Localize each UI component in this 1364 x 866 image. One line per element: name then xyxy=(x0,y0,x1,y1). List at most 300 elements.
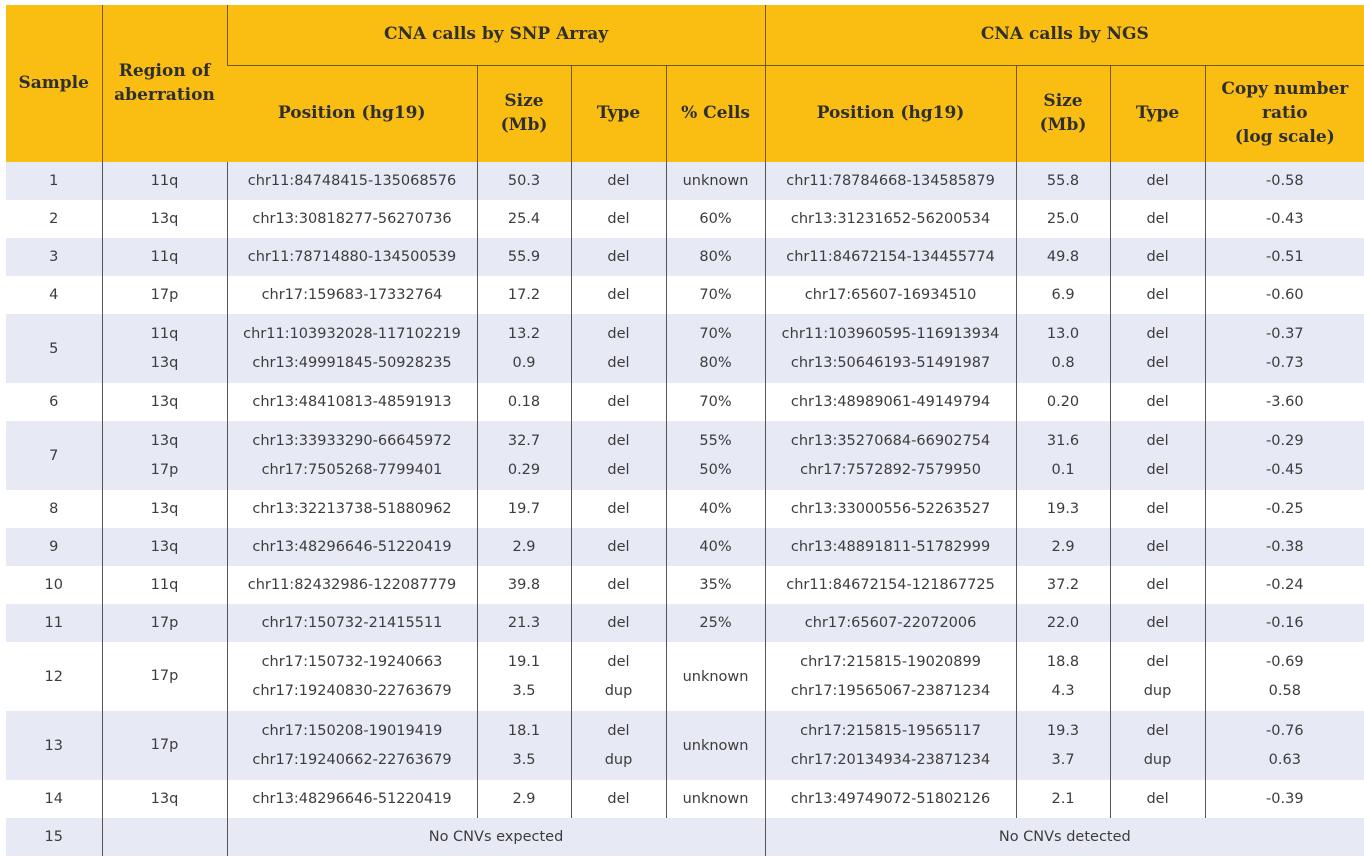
region-value: 13q xyxy=(150,432,179,449)
ngs-position-value: chr11:84672154-134455774 xyxy=(786,248,995,265)
ngs-type-cell xyxy=(1110,566,1205,604)
region-value: 11q xyxy=(150,325,179,342)
ngs-position-cell xyxy=(765,490,1016,528)
snp-cells-cell: 35% xyxy=(666,566,765,604)
snp-type-cell xyxy=(571,383,666,421)
copy-number-ratio-cell xyxy=(1205,528,1364,566)
region-cell xyxy=(102,566,227,604)
ngs-type-value: del xyxy=(1146,248,1169,265)
snp-type-value: dup xyxy=(604,751,633,768)
snp-type-value: dup xyxy=(604,682,633,699)
snp-cells-cell: unknown xyxy=(666,162,765,200)
ngs-position-value: chr17:215815-19020899 xyxy=(800,653,981,670)
snp-size-value: 2.9 xyxy=(512,538,536,555)
snp-size-cell xyxy=(477,276,571,314)
copy-number-ratio-cell xyxy=(1205,162,1364,200)
ngs-position-cell xyxy=(765,383,1016,421)
ngs-position-cell xyxy=(765,604,1016,642)
region-value: 11q xyxy=(150,576,179,593)
ngs-size-value: 3.7 xyxy=(1051,751,1075,768)
snp-position-value: chr17:150208-19019419 xyxy=(261,722,443,739)
ngs-type-cell xyxy=(1110,490,1205,528)
copy-number-ratio-cell xyxy=(1205,383,1364,421)
ngs-type-cell xyxy=(1110,383,1205,421)
snp-size-value: 2.9 xyxy=(512,790,536,807)
copy-number-ratio-cell xyxy=(1205,566,1364,604)
ngs-position-cell xyxy=(765,314,1016,383)
snp-type-value: del xyxy=(607,354,630,371)
copy-number-ratio-cell xyxy=(1205,276,1364,314)
region-cell xyxy=(102,642,227,711)
ngs-position-value: chr11:84672154-121867725 xyxy=(786,576,995,593)
ngs-position-cell xyxy=(765,566,1016,604)
sample-cell: 6 xyxy=(49,394,59,410)
ngs-size-value: 25.0 xyxy=(1046,210,1080,227)
region-value: 13q xyxy=(150,790,179,807)
ngs-position-value: chr11:103960595-116913934 xyxy=(781,325,1000,342)
snp-cells-cell xyxy=(666,421,765,490)
ngs-position-value: chr17:65607-16934510 xyxy=(804,286,977,303)
table-row xyxy=(6,780,1364,818)
sample-cell: 11 xyxy=(6,604,102,642)
copy-number-ratio-cell xyxy=(1205,200,1364,238)
snp-size-value: 19.1 xyxy=(507,653,541,670)
snp-position-value: chr13:33933290-66645972 xyxy=(252,432,452,449)
snp-size-value: 18.1 xyxy=(507,722,541,739)
snp-type-cell xyxy=(571,711,666,780)
snp-values-cell: 55% xyxy=(699,432,732,449)
copy-number-ratio-value: -0.60 xyxy=(1266,286,1304,303)
sample-cell: 10 xyxy=(44,577,63,593)
snp-size-value: 39.8 xyxy=(507,576,541,593)
snp-size-cell xyxy=(477,604,571,642)
sample-cell: 8 xyxy=(49,501,59,517)
snp-position-value: chr11:103932028-117102219 xyxy=(243,325,461,342)
ngs-position-value: chr17:7572892-7579950 xyxy=(800,461,981,478)
ngs-type-value: del xyxy=(1146,461,1169,478)
table-row xyxy=(6,314,1364,383)
ngs-position-value: chr13:48989061-49149794 xyxy=(790,393,991,410)
snp-size-value: 55.9 xyxy=(507,248,541,265)
snp-size-value: 13.2 xyxy=(507,325,541,342)
ngs-position-value: chr13:31231652-56200534 xyxy=(790,210,991,227)
table-header xyxy=(6,5,1364,162)
snp-type-value: del xyxy=(607,393,630,410)
copy-number-ratio-value: -0.51 xyxy=(1266,248,1304,265)
snp-position-value: chr11:78714880-134500539 xyxy=(247,248,457,265)
region-value: 13q xyxy=(150,210,179,227)
ngs-size-cell xyxy=(1016,604,1110,642)
snp-position-cell xyxy=(227,200,477,238)
snp-type-cell xyxy=(571,314,666,383)
region-value: 13q xyxy=(150,500,179,517)
header-snp-size: Size (Mb) xyxy=(477,66,571,163)
region-cell xyxy=(102,314,227,383)
ngs-type-value: del xyxy=(1146,393,1169,410)
header-snp-group: CNA calls by SNP Array xyxy=(227,5,765,66)
ngs-size-cell xyxy=(1016,314,1110,383)
table-row xyxy=(6,162,1364,200)
ngs-type-cell xyxy=(1110,711,1205,780)
snp-size-value: 21.3 xyxy=(507,614,541,631)
header-ngs-position: Position (hg19) xyxy=(765,66,1016,163)
ngs-size-cell xyxy=(1016,238,1110,276)
region-cell xyxy=(102,528,227,566)
snp-type-cell xyxy=(571,200,666,238)
region-value: 13q xyxy=(150,354,179,371)
ngs-type-cell xyxy=(1110,528,1205,566)
sample-cell: 7 xyxy=(6,421,102,490)
sample-cell: 5 xyxy=(6,314,102,383)
region-cell xyxy=(102,711,227,780)
ngs-type-cell xyxy=(1110,604,1205,642)
header-copy-number-ratio: Copy number ratio (log scale) xyxy=(1205,66,1364,163)
ngs-position-cell xyxy=(765,528,1016,566)
copy-number-ratio-cell xyxy=(1205,421,1364,490)
snp-size-cell xyxy=(477,566,571,604)
ngs-size-cell xyxy=(1016,162,1110,200)
snp-type-cell xyxy=(571,238,666,276)
ngs-position-cell xyxy=(765,642,1016,711)
snp-type-cell xyxy=(571,490,666,528)
snp-cells-cell: 25% xyxy=(666,604,765,642)
snp-position-value: chr13:32213738-51880962 xyxy=(252,500,452,517)
ngs-type-value: dup xyxy=(1143,682,1172,699)
copy-number-ratio-value: -0.76 xyxy=(1266,722,1304,739)
snp-position-cell xyxy=(227,238,477,276)
ngs-type-value: del xyxy=(1146,653,1169,670)
ngs-position-cell xyxy=(765,780,1016,818)
ngs-size-value: 4.3 xyxy=(1051,682,1075,699)
table-row xyxy=(6,604,1364,642)
snp-size-cell xyxy=(477,642,571,711)
snp-cells-cell: 70% xyxy=(666,383,765,421)
snp-position-cell xyxy=(227,642,477,711)
snp-position-cell xyxy=(227,383,477,421)
snp-type-value: del xyxy=(607,286,630,303)
snp-position-cell xyxy=(227,490,477,528)
ngs-size-value: 0.20 xyxy=(1046,393,1080,410)
ngs-position-value: chr17:20134934-23871234 xyxy=(790,751,991,768)
snp-position-value: chr11:82432986-122087779 xyxy=(247,576,457,593)
header-ngs-type: Type xyxy=(1110,66,1205,163)
snp-type-cell xyxy=(571,276,666,314)
snp-position-value: chr17:150732-19240663 xyxy=(261,653,443,670)
snp-cells-cell: 70% xyxy=(666,276,765,314)
ngs-size-value: 13.0 xyxy=(1046,325,1080,342)
snp-size-value: 50.3 xyxy=(507,172,541,189)
region-value: 11q xyxy=(150,248,179,265)
copy-number-ratio-value: 0.58 xyxy=(1268,682,1301,699)
copy-number-ratio-cell xyxy=(1205,711,1364,780)
snp-position-value: chr17:159683-17332764 xyxy=(261,286,443,303)
ngs-size-cell xyxy=(1016,780,1110,818)
snp-cells-cell xyxy=(666,314,765,383)
ngs-size-cell xyxy=(1016,490,1110,528)
ngs-type-value: del xyxy=(1146,500,1169,517)
copy-number-ratio-value: -0.38 xyxy=(1266,538,1304,555)
ngs-size-value: 2.1 xyxy=(1051,790,1075,807)
snp-position-cell xyxy=(227,604,477,642)
ngs-type-cell xyxy=(1110,162,1205,200)
region-value: 17p xyxy=(150,286,179,303)
ngs-size-cell xyxy=(1016,566,1110,604)
snp-type-cell xyxy=(571,528,666,566)
sample-cell: 2 xyxy=(49,211,59,227)
ngs-size-value: 31.6 xyxy=(1046,432,1080,449)
ngs-type-value: del xyxy=(1146,538,1169,555)
header-sample: Sample xyxy=(6,5,102,162)
snp-position-value: chr13:48296646-51220419 xyxy=(252,538,452,555)
ngs-type-value: dup xyxy=(1143,751,1172,768)
ngs-position-cell xyxy=(765,421,1016,490)
region-value: 17p xyxy=(150,737,179,753)
sample-cell: 13 xyxy=(6,711,102,780)
snp-size-cell xyxy=(477,528,571,566)
snp-size-value: 3.5 xyxy=(512,751,536,768)
region-cell-empty xyxy=(102,818,227,856)
snp-position-cell xyxy=(227,314,477,383)
snp-position-cell xyxy=(227,421,477,490)
ngs-size-value: 18.8 xyxy=(1046,653,1080,670)
snp-type-value: del xyxy=(607,790,630,807)
header-snp-position: Position (hg19) xyxy=(227,66,477,163)
ngs-position-cell xyxy=(765,200,1016,238)
snp-values-cell: 80% xyxy=(699,354,732,371)
snp-position-cell xyxy=(227,276,477,314)
copy-number-ratio-value: -0.45 xyxy=(1266,461,1304,478)
snp-position-value: chr17:7505268-7799401 xyxy=(261,461,443,478)
snp-type-value: del xyxy=(607,461,630,478)
snp-type-value: del xyxy=(607,172,630,189)
snp-position-cell xyxy=(227,162,477,200)
header-ngs-group: CNA calls by NGS xyxy=(765,5,1364,66)
ngs-size-cell xyxy=(1016,528,1110,566)
ngs-size-cell xyxy=(1016,200,1110,238)
sample-cell: 3 xyxy=(6,238,102,276)
snp-size-value: 0.29 xyxy=(507,461,541,478)
region-cell xyxy=(102,604,227,642)
copy-number-ratio-cell xyxy=(1205,314,1364,383)
ngs-note-cell: No CNVs detected xyxy=(765,818,1364,856)
table-row xyxy=(6,200,1364,238)
copy-number-ratio-value: -0.37 xyxy=(1266,325,1304,342)
snp-cells-cell: unknown xyxy=(666,642,765,711)
region-cell xyxy=(102,383,227,421)
snp-type-value: del xyxy=(607,538,630,555)
ngs-type-cell xyxy=(1110,421,1205,490)
snp-cells-cell: unknown xyxy=(666,711,765,780)
ngs-type-value: del xyxy=(1146,576,1169,593)
ngs-size-value: 55.8 xyxy=(1046,172,1080,189)
ngs-type-value: del xyxy=(1146,790,1169,807)
region-value: 13q xyxy=(150,538,179,555)
region-value: 13q xyxy=(150,393,179,410)
ngs-size-value: 49.8 xyxy=(1046,248,1080,265)
region-cell xyxy=(102,490,227,528)
ngs-type-cell xyxy=(1110,314,1205,383)
sample-cell: 12 xyxy=(44,668,63,685)
table-row xyxy=(6,711,1364,780)
sample-cell: 1 xyxy=(6,162,102,200)
copy-number-ratio-value: -0.16 xyxy=(1266,614,1304,631)
table-row xyxy=(6,238,1364,276)
ngs-type-value: del xyxy=(1146,172,1169,189)
table-row xyxy=(6,383,1364,421)
region-value: 17p xyxy=(150,668,179,684)
snp-position-cell xyxy=(227,711,477,780)
ngs-type-cell xyxy=(1110,238,1205,276)
snp-size-cell xyxy=(477,383,571,421)
ngs-type-value: del xyxy=(1146,722,1169,739)
snp-type-value: del xyxy=(607,325,630,342)
ngs-size-value: 0.1 xyxy=(1051,461,1075,478)
sample-cell: 15 xyxy=(6,818,102,856)
header-snp-type: Type xyxy=(571,66,666,163)
copy-number-ratio-value: -0.29 xyxy=(1266,432,1304,449)
snp-size-value: 32.7 xyxy=(507,432,541,449)
header-snp-cells: % Cells xyxy=(666,66,765,163)
snp-size-cell xyxy=(477,238,571,276)
snp-type-cell xyxy=(571,421,666,490)
snp-type-value: del xyxy=(607,210,630,227)
table-row xyxy=(6,566,1364,604)
ngs-size-value: 37.2 xyxy=(1046,576,1080,593)
table-row xyxy=(6,421,1364,490)
snp-position-cell xyxy=(227,528,477,566)
copy-number-ratio-value: -0.58 xyxy=(1266,172,1304,189)
ngs-size-value: 19.3 xyxy=(1046,722,1080,739)
region-value: 11q xyxy=(150,172,179,189)
snp-position-value: chr17:19240830-22763679 xyxy=(252,682,452,699)
sample-cell: 14 xyxy=(44,791,63,807)
ngs-position-cell xyxy=(765,162,1016,200)
ngs-type-value: del xyxy=(1146,325,1169,342)
table-row xyxy=(6,276,1364,314)
snp-cells-cell: 40% xyxy=(666,490,765,528)
ngs-position-value: chr13:35270684-66902754 xyxy=(790,432,991,449)
snp-position-value: chr17:19240662-22763679 xyxy=(252,751,452,768)
ngs-type-cell xyxy=(1110,276,1205,314)
ngs-size-cell xyxy=(1016,642,1110,711)
ngs-position-value: chr13:49749072-51802126 xyxy=(790,790,991,807)
snp-size-cell xyxy=(477,780,571,818)
ngs-position-value: chr13:48891811-51782999 xyxy=(790,538,991,555)
snp-note-cell: No CNVs expected xyxy=(227,818,765,856)
ngs-size-cell xyxy=(1016,711,1110,780)
ngs-size-value: 6.9 xyxy=(1051,286,1075,303)
region-value: 17p xyxy=(150,614,179,631)
ngs-type-value: del xyxy=(1146,432,1169,449)
table-row xyxy=(6,642,1364,711)
snp-type-value: del xyxy=(607,722,630,739)
snp-position-value: chr13:30818277-56270736 xyxy=(252,210,452,227)
snp-size-value: 0.18 xyxy=(507,393,541,410)
ngs-position-value: chr17:215815-19565117 xyxy=(800,722,981,739)
region-cell xyxy=(102,162,227,200)
snp-type-cell xyxy=(571,780,666,818)
ngs-size-value: 0.8 xyxy=(1051,354,1075,371)
copy-number-ratio-cell xyxy=(1205,490,1364,528)
copy-number-ratio-value: -0.69 xyxy=(1266,653,1304,670)
snp-cells-cell: 40% xyxy=(666,528,765,566)
snp-size-value: 3.5 xyxy=(512,682,536,699)
snp-size-cell xyxy=(477,314,571,383)
table-body xyxy=(6,162,1364,856)
copy-number-ratio-cell xyxy=(1205,238,1364,276)
snp-cells-cell: 60% xyxy=(666,200,765,238)
ngs-position-cell xyxy=(765,238,1016,276)
snp-position-cell xyxy=(227,780,477,818)
ngs-size-cell xyxy=(1016,383,1110,421)
copy-number-ratio-value: -0.25 xyxy=(1266,500,1304,517)
ngs-type-value: del xyxy=(1146,286,1169,303)
copy-number-ratio-cell xyxy=(1205,642,1364,711)
ngs-position-value: chr17:65607-22072006 xyxy=(804,614,977,631)
ngs-size-cell xyxy=(1016,421,1110,490)
copy-number-ratio-value: -0.73 xyxy=(1266,354,1304,371)
snp-type-value: del xyxy=(607,653,630,670)
snp-size-value: 17.2 xyxy=(507,286,541,303)
snp-position-cell xyxy=(227,566,477,604)
snp-size-value: 0.9 xyxy=(512,354,536,371)
snp-type-value: del xyxy=(607,500,630,517)
snp-type-value: del xyxy=(607,576,630,593)
copy-number-ratio-cell xyxy=(1205,780,1364,818)
region-cell xyxy=(102,421,227,490)
region-value: 17p xyxy=(150,461,179,478)
region-cell xyxy=(102,276,227,314)
header-ngs-size: Size (Mb) xyxy=(1016,66,1110,163)
ngs-type-value: del xyxy=(1146,354,1169,371)
ngs-size-value: 2.9 xyxy=(1051,538,1075,555)
ngs-type-cell xyxy=(1110,200,1205,238)
header-region: Region of aberration xyxy=(102,5,227,162)
ngs-position-value: chr13:33000556-52263527 xyxy=(790,500,991,517)
snp-position-value: chr17:150732-21415511 xyxy=(261,614,443,631)
copy-number-ratio-value: -0.39 xyxy=(1266,790,1304,807)
snp-size-cell xyxy=(477,162,571,200)
snp-cells-cell: unknown xyxy=(666,780,765,818)
sample-cell: 4 xyxy=(49,287,59,303)
table-row xyxy=(6,528,1364,566)
table-row xyxy=(6,490,1364,528)
ngs-position-value: chr13:50646193-51491987 xyxy=(790,354,991,371)
copy-number-ratio-value: -0.24 xyxy=(1266,576,1304,593)
snp-values-cell: 70% xyxy=(699,325,732,342)
ngs-type-cell xyxy=(1110,642,1205,711)
snp-type-value: del xyxy=(607,432,630,449)
snp-type-value: del xyxy=(607,614,630,631)
ngs-position-cell xyxy=(765,276,1016,314)
copy-number-ratio-cell xyxy=(1205,604,1364,642)
copy-number-ratio-value: -0.43 xyxy=(1266,210,1304,227)
ngs-size-value: 22.0 xyxy=(1046,614,1080,631)
region-cell xyxy=(102,780,227,818)
snp-position-value: chr11:84748415-135068576 xyxy=(247,172,457,189)
ngs-size-cell xyxy=(1016,276,1110,314)
snp-size-cell xyxy=(477,200,571,238)
snp-values-cell: 50% xyxy=(699,461,732,478)
snp-size-value: 25.4 xyxy=(507,210,541,227)
snp-position-value: chr13:48410813-48591913 xyxy=(252,393,452,410)
snp-type-cell xyxy=(571,642,666,711)
sample-cell: 9 xyxy=(6,528,102,566)
snp-type-value: del xyxy=(607,248,630,265)
cna-comparison-table xyxy=(6,5,1364,856)
snp-size-cell xyxy=(477,421,571,490)
ngs-position-value: chr17:19565067-23871234 xyxy=(790,682,991,699)
